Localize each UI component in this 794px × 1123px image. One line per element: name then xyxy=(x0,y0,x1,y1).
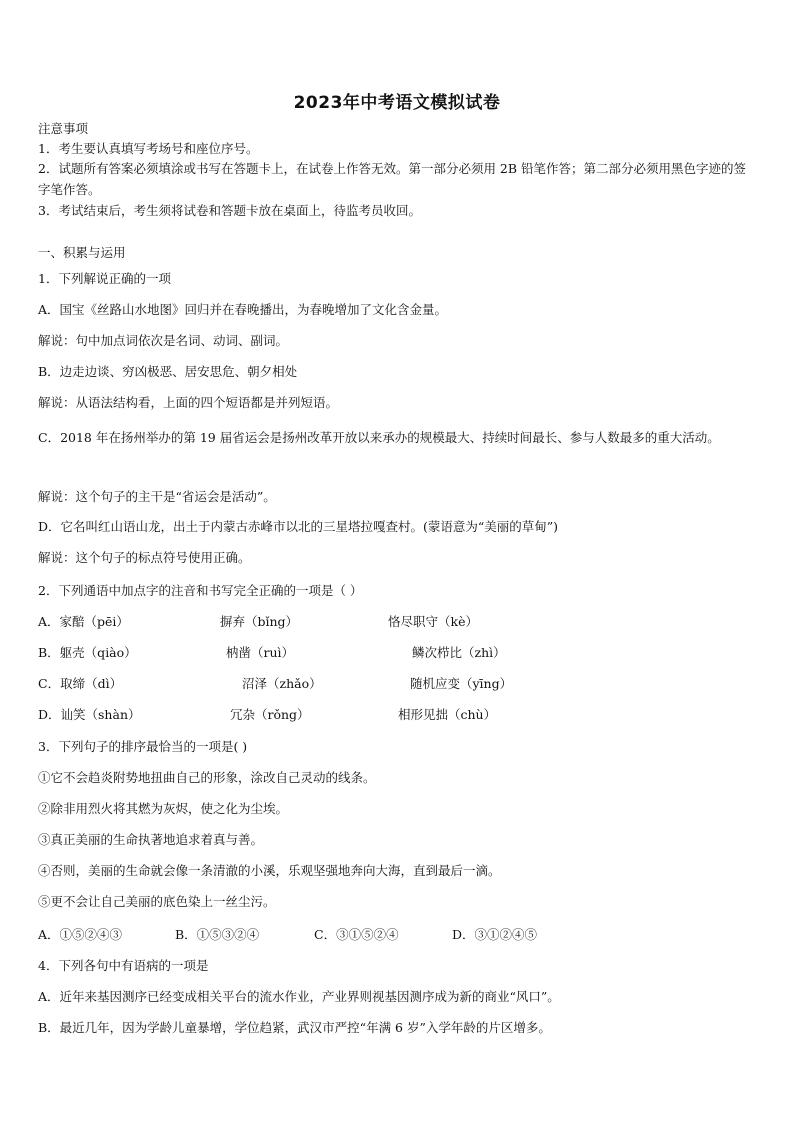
q1-stem: 1．下列解说正确的一项 xyxy=(38,271,171,286)
notice-item-1: 1．考生要认真填写考场号和座位序号。 xyxy=(38,141,259,156)
q1-option-d: D．它名叫红山语山龙，出土于内蒙古赤峰市以北的三星塔拉嘎查村。(蒙语意为“美丽的草甸”) xyxy=(38,519,559,534)
q1-option-b: B．边走边谈、穷凶极恶、居安思危、朝夕相处 xyxy=(38,364,298,379)
q2-option-c-3: 随机应变（yīng） xyxy=(410,676,513,691)
q3-sentence-2: ②除非用烈火将其燃为灰烬，使之化为尘埃。 xyxy=(38,801,289,816)
q2-option-a-2: 摒弃（bǐng） xyxy=(220,614,299,629)
q2-option-b-2: 枘凿（ruì） xyxy=(226,645,295,660)
q3-sentence-1: ①它不会趋炎附势地扭曲自己的形象，涂改自己灵动的线条。 xyxy=(38,770,376,785)
q4-option-b: B．最近几年，因为学龄儿童暴增，学位趋紧，武汉市严控“年满 6 岁”入学年龄的片区增多。 xyxy=(38,1020,551,1035)
section-heading: 一、积累与运用 xyxy=(38,245,126,260)
q1-explain-c: 解说：这个句子的主干是“省运会是活动”。 xyxy=(38,489,276,504)
q2-option-c-1: C．取缔（dì） xyxy=(38,676,123,691)
q2-stem: 2．下列通语中加点字的注音和书写完全正确的一项是（ ） xyxy=(38,583,363,598)
q3-sentence-3: ③真正美丽的生命执著地追求着真与善。 xyxy=(38,832,264,847)
q4-option-a: A．近年来基因测序已经变成相关平台的流水作业，产业界则视基因测序成为新的商业“风口”。 xyxy=(38,989,560,1004)
q1-option-c: C．2018 年在扬州举办的第 19 届省运会是扬州改革开放以来承办的规模最大、持续时间最长、参与人数最多的重大活动。 xyxy=(38,430,720,445)
q3-option-b: B．①⑤③②④ xyxy=(175,927,260,942)
q1-explain-a: 解说：句中加点词依次是名词、动词、副词。 xyxy=(38,333,289,348)
q3-sentence-5: ⑤更不会让自己美丽的底色染上一丝尘污。 xyxy=(38,894,276,909)
q2-option-d-2: 冗杂（rǒng） xyxy=(230,707,310,722)
q2-option-a-3: 恪尽职守（kè） xyxy=(388,614,478,629)
notice-heading: 注意事项 xyxy=(38,121,89,136)
q1-explain-b: 解说：从语法结构看，上面的四个短语都是并列短语。 xyxy=(38,395,339,410)
q4-stem: 4．下列各句中有语病的一项是 xyxy=(38,958,209,973)
q2-option-b-1: B．躯壳（qiào） xyxy=(38,645,137,660)
notice-item-2: 2．试题所有答案必须填涂或书写在答题卡上，在试卷上作答无效。第一部分必须用 2B 铅笔作答；第二部分必须用黑色字迹的签字笔作答。 xyxy=(38,161,747,197)
q3-sentence-4: ④否则，美丽的生命就会像一条清澈的小溪，乐观坚强地奔向大海，直到最后一滴。 xyxy=(38,863,501,878)
page-title: 2023年中考语文模拟试卷 xyxy=(293,93,501,113)
q2-option-d-3: 相形见拙（chù） xyxy=(398,707,497,722)
q3-option-d: D．③①②④⑤ xyxy=(452,927,538,942)
q2-option-c-2: 沼泽（zhǎo） xyxy=(242,676,322,691)
notice-item-3: 3．考试结束后，考生须将试卷和答题卡放在桌面上，待监考员收回。 xyxy=(38,203,421,218)
q3-option-c: C．③①⑤②④ xyxy=(314,927,399,942)
q3-stem: 3．下列句子的排序最恰当的一项是( ) xyxy=(38,739,248,754)
q2-option-b-3: 鳞次栉比（zhì） xyxy=(412,645,506,660)
q1-option-a: A．国宝《丝路山水地图》回归并在春晚播出，为春晚增加了文化含金量。 xyxy=(38,302,448,317)
q3-option-a: A．①⑤②④③ xyxy=(38,927,123,942)
q2-option-a-1: A．家醅（pēi） xyxy=(38,614,129,629)
q1-explain-d: 解说：这个句子的标点符号使用正确。 xyxy=(38,550,251,565)
q2-option-d-1: D．讪笑（shàn） xyxy=(38,707,141,722)
